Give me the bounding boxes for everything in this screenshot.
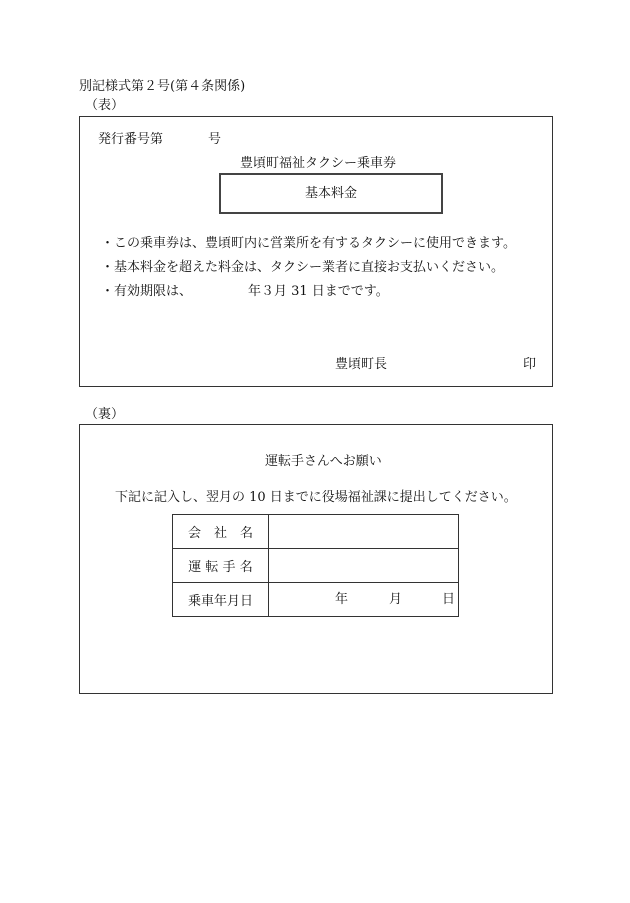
table-row (173, 583, 459, 617)
form-title: 別記様式第２号(第４条関係) (79, 79, 246, 94)
back-label: （裏） (85, 407, 125, 422)
driver-info-table (172, 514, 459, 617)
date-day-label: 日 (442, 592, 456, 607)
date-year-label: 年 (335, 592, 349, 607)
table-row (173, 515, 459, 549)
company-name-field[interactable] (269, 515, 459, 549)
seal-mark: 印 (523, 357, 537, 372)
fare-box (219, 173, 443, 214)
ride-date-label: 乗車年月日 (173, 583, 269, 617)
front-label: （表） (85, 98, 125, 113)
driver-name-field[interactable] (269, 549, 459, 583)
table-row (173, 549, 459, 583)
company-name-label: 会 社 名 (173, 515, 269, 549)
ride-date-field[interactable] (269, 583, 459, 617)
request-title: 運転手さんへお願い (265, 454, 382, 469)
bullet-excess-fare: ・基本料金を超えた料金は、タクシー業者に直接お支払いください。 (101, 260, 505, 275)
mayor-label: 豊頃町長 (335, 357, 388, 372)
bullet-usage: ・この乗車券は、豊頃町内に営業所を有するタクシーに使用できます。 (101, 236, 516, 251)
issue-number-suffix: 号 (208, 132, 222, 147)
driver-name-label: 運 転 手 名 (173, 549, 269, 583)
ticket-back (79, 424, 553, 694)
instruction-text: 下記に記入し、翌月の 10 日までに役場福祉課に提出してください。 (115, 490, 517, 505)
date-month-label: 月 (389, 592, 403, 607)
issue-number-prefix: 発行番号第 (98, 132, 164, 147)
fare-box-label: 基本料金 (304, 186, 357, 201)
ticket-front (79, 116, 553, 387)
expiry-date-tail: 年３月 31 日までです。 (248, 284, 389, 299)
ticket-title: 豊頃町福祉タクシー乗車券 (240, 156, 397, 171)
bullet-expiry: ・有効期限は、 (101, 284, 193, 299)
